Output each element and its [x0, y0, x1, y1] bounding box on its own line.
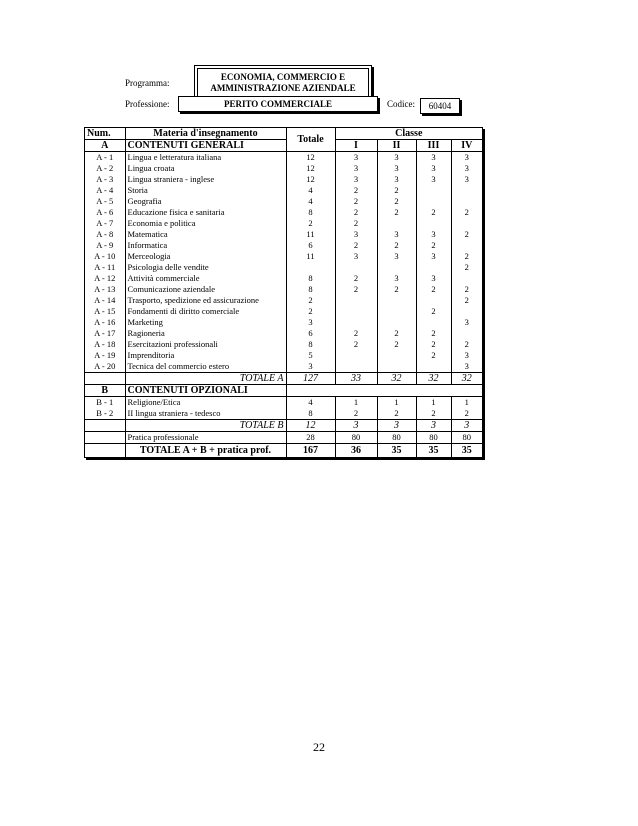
pratica-class-3: 80	[416, 432, 451, 444]
row-num: A - 11	[85, 262, 125, 273]
row-class-2	[377, 350, 416, 361]
row-materia: Religione/Etica	[125, 397, 286, 409]
row-class-4: 3	[464, 163, 469, 173]
row-class-3: 2	[416, 328, 451, 339]
row-class-4: 1	[464, 397, 469, 407]
table-row	[85, 207, 482, 218]
row-totale: 8	[286, 273, 335, 284]
table-row	[85, 295, 482, 306]
row-class-1: 3	[335, 163, 377, 174]
codice-value: 60404	[420, 98, 460, 114]
row-totale: 6	[286, 328, 335, 339]
class-header-4: IV	[461, 140, 473, 151]
row-materia: Informatica	[125, 240, 286, 251]
table-row	[85, 174, 482, 185]
row-totale: 11	[286, 229, 335, 240]
totale-a-class-3: 32	[416, 373, 451, 385]
totale-b-class-3: 3	[416, 420, 451, 432]
empty-cell	[85, 420, 125, 432]
table-row	[85, 152, 482, 164]
table-row	[85, 273, 482, 284]
row-class-1: 2	[335, 207, 377, 218]
row-num: A - 6	[85, 207, 125, 218]
row-class-3: 2	[416, 339, 451, 350]
row-class-2: 2	[377, 185, 416, 196]
row-materia: Attività commerciale	[125, 273, 286, 284]
row-num: A - 3	[85, 174, 125, 185]
row-class-1: 3	[335, 152, 377, 164]
row-class-2: 3	[377, 152, 416, 164]
totale-b-label: TOTALE B	[125, 420, 286, 432]
table-row	[85, 262, 482, 273]
codice-label: Codice:	[387, 99, 415, 109]
totale-ab-row	[85, 444, 482, 457]
row-num: A - 13	[85, 284, 125, 295]
row-class-2: 2	[377, 284, 416, 295]
empty-cell	[85, 432, 125, 444]
row-class-1: 2	[335, 240, 377, 251]
row-class-2	[377, 317, 416, 328]
row-class-3: 2	[416, 306, 451, 317]
totale-ab-class-2: 35	[377, 444, 416, 457]
totale-b-total: 12	[286, 420, 335, 432]
row-totale: 8	[286, 408, 335, 420]
row-class-3: 3	[416, 229, 451, 240]
totale-a-total: 127	[286, 373, 335, 385]
row-totale: 12	[286, 174, 335, 185]
row-num: A - 4	[85, 185, 125, 196]
row-class-2	[377, 218, 416, 229]
row-totale: 11	[286, 251, 335, 262]
row-class-3: 3	[416, 152, 451, 164]
row-class-1: 3	[335, 229, 377, 240]
table-row	[85, 317, 482, 328]
row-class-2: 1	[377, 397, 416, 409]
row-class-2	[377, 262, 416, 273]
table-row	[85, 408, 482, 420]
row-class-2: 3	[377, 229, 416, 240]
row-class-4	[451, 185, 482, 196]
section-a-row	[85, 140, 482, 152]
totale-ab-class-4: 35	[461, 444, 472, 456]
table-row	[85, 397, 482, 409]
row-class-2: 2	[377, 408, 416, 420]
row-class-4: 2	[464, 284, 469, 294]
row-totale: 2	[286, 218, 335, 229]
row-class-4	[451, 218, 482, 229]
totale-a-class-4: 32	[461, 373, 472, 384]
row-num: A - 10	[85, 251, 125, 262]
row-class-4	[451, 196, 482, 207]
table-row	[85, 229, 482, 240]
row-num: B - 2	[85, 408, 125, 420]
row-totale: 6	[286, 240, 335, 251]
row-materia: Economia e politica	[125, 218, 286, 229]
row-class-3	[416, 196, 451, 207]
pratica-row	[85, 432, 482, 444]
row-class-1: 2	[335, 218, 377, 229]
row-class-2: 2	[377, 328, 416, 339]
class-header-1: I	[335, 140, 377, 152]
row-totale: 4	[286, 185, 335, 196]
row-class-3: 2	[416, 284, 451, 295]
row-num: A - 2	[85, 163, 125, 174]
row-materia: Trasporto, spedizione ed assicurazione	[125, 295, 286, 306]
row-class-4: 3	[464, 174, 469, 184]
class-header-3: III	[416, 140, 451, 152]
row-class-1: 2	[335, 273, 377, 284]
row-materia: Educazione fisica e sanitaria	[125, 207, 286, 218]
row-class-3: 2	[416, 350, 451, 361]
row-class-1	[335, 361, 377, 373]
row-materia: Lingua e letteratura italiana	[125, 152, 286, 164]
totale-ab-label: TOTALE A + B + pratica prof.	[125, 444, 286, 457]
row-class-1	[335, 317, 377, 328]
row-materia: Ragioneria	[125, 328, 286, 339]
totale-a-row	[85, 373, 482, 385]
pratica-label: Pratica professionale	[125, 432, 286, 444]
row-class-3: 3	[416, 251, 451, 262]
pratica-total: 28	[286, 432, 335, 444]
empty-cell	[85, 444, 125, 457]
pratica-class-4: 80	[462, 432, 472, 442]
table-row	[85, 284, 482, 295]
row-num: A - 17	[85, 328, 125, 339]
row-materia: Psicologia delle vendite	[125, 262, 286, 273]
row-class-3: 3	[416, 174, 451, 185]
row-materia: Matematica	[125, 229, 286, 240]
row-class-1	[335, 262, 377, 273]
programma-line-1: ECONOMIA, COMMERCIO E	[220, 72, 346, 82]
table-row	[85, 196, 482, 207]
row-num: A - 8	[85, 229, 125, 240]
row-num: A - 19	[85, 350, 125, 361]
section-a-code: A	[85, 140, 125, 152]
totale-b-class-4: 3	[464, 420, 470, 431]
table-row	[85, 328, 482, 339]
row-totale	[286, 262, 335, 273]
row-class-4: 3	[464, 152, 469, 162]
table-row	[85, 251, 482, 262]
totale-b-class-2: 3	[377, 420, 416, 432]
row-materia: Tecnica del commercio estero	[125, 361, 286, 373]
row-class-3	[416, 185, 451, 196]
table-row	[85, 240, 482, 251]
row-class-3	[416, 317, 451, 328]
row-class-1: 2	[335, 339, 377, 350]
row-num: A - 9	[85, 240, 125, 251]
row-class-1	[335, 306, 377, 317]
col-classe-header: Classe	[335, 128, 482, 140]
row-materia: Comunicazione aziendale	[125, 284, 286, 295]
row-class-4	[451, 328, 482, 339]
row-materia: Imprenditoria	[125, 350, 286, 361]
row-class-2: 3	[377, 273, 416, 284]
row-materia: Esercitazioni professionali	[125, 339, 286, 350]
pratica-class-2: 80	[377, 432, 416, 444]
row-materia: Merceologia	[125, 251, 286, 262]
row-class-3: 1	[416, 397, 451, 409]
row-class-1	[335, 295, 377, 306]
totale-ab-class-3: 35	[416, 444, 451, 457]
row-class-2: 3	[377, 174, 416, 185]
row-materia: Lingua croata	[125, 163, 286, 174]
row-class-2: 3	[377, 251, 416, 262]
col-num-header: Num.	[85, 128, 125, 140]
row-class-4: 2	[464, 251, 469, 261]
row-class-4	[451, 273, 482, 284]
row-num: A - 15	[85, 306, 125, 317]
row-materia: Geografia	[125, 196, 286, 207]
row-materia: Marketing	[125, 317, 286, 328]
row-num: A - 14	[85, 295, 125, 306]
row-class-3	[416, 295, 451, 306]
row-totale: 3	[286, 361, 335, 373]
row-totale: 8	[286, 284, 335, 295]
programma-line-2: AMMINISTRAZIONE AZIENDALE	[210, 83, 356, 93]
totale-ab-class-1: 36	[335, 444, 377, 457]
row-class-1: 2	[335, 185, 377, 196]
section-b-title: CONTENUTI OPZIONALI	[125, 385, 286, 397]
row-class-3: 3	[416, 273, 451, 284]
row-class-4: 2	[464, 207, 469, 217]
row-class-2: 3	[377, 163, 416, 174]
row-class-2: 2	[377, 196, 416, 207]
row-totale: 2	[286, 306, 335, 317]
pratica-class-1: 80	[335, 432, 377, 444]
row-class-2: 2	[377, 207, 416, 218]
row-class-3: 2	[416, 408, 451, 420]
row-class-1: 1	[335, 397, 377, 409]
table-row	[85, 350, 482, 361]
row-class-2: 2	[377, 240, 416, 251]
row-class-1	[335, 350, 377, 361]
totale-b-class-1: 3	[335, 420, 377, 432]
row-class-1: 2	[335, 196, 377, 207]
table-row	[85, 361, 482, 373]
row-class-4: 3	[464, 361, 469, 371]
row-materia: II lingua straniera - tedesco	[125, 408, 286, 420]
row-totale: 4	[286, 397, 335, 409]
row-num: A - 12	[85, 273, 125, 284]
row-class-4: 2	[464, 295, 469, 305]
table-row	[85, 163, 482, 174]
table-row	[85, 306, 482, 317]
row-totale: 8	[286, 207, 335, 218]
row-totale: 8	[286, 339, 335, 350]
professione-value: PERITO COMMERCIALE	[178, 96, 378, 112]
row-class-4	[451, 240, 482, 251]
section-a-title: CONTENUTI GENERALI	[125, 140, 286, 152]
row-class-1: 2	[335, 408, 377, 420]
header-row-1	[85, 128, 482, 140]
row-class-4	[451, 306, 482, 317]
row-num: A - 7	[85, 218, 125, 229]
row-materia: Fondamenti di diritto comerciale	[125, 306, 286, 317]
row-num: A - 20	[85, 361, 125, 373]
programma-label: Programma:	[125, 78, 170, 88]
row-class-1: 3	[335, 251, 377, 262]
row-totale: 4	[286, 196, 335, 207]
page-number: 22	[313, 740, 325, 754]
totale-b-row	[85, 420, 482, 432]
col-totale-header: Totale	[286, 128, 335, 152]
row-materia: Storia	[125, 185, 286, 196]
row-totale: 12	[286, 152, 335, 164]
empty-cell	[286, 385, 482, 397]
row-class-4: 3	[464, 350, 469, 360]
programma-inner	[197, 68, 369, 98]
row-totale: 5	[286, 350, 335, 361]
row-num: B - 1	[85, 397, 125, 409]
row-class-4: 2	[464, 339, 469, 349]
row-class-3: 3	[416, 163, 451, 174]
row-class-2	[377, 295, 416, 306]
totale-ab-total: 167	[286, 444, 335, 457]
row-class-4: 2	[464, 262, 469, 272]
row-materia: Lingua straniera - inglese	[125, 174, 286, 185]
row-class-4: 2	[464, 408, 469, 418]
row-num: A - 18	[85, 339, 125, 350]
row-class-4: 3	[464, 317, 469, 327]
row-class-2: 2	[377, 339, 416, 350]
table-row	[85, 218, 482, 229]
section-b-code: B	[85, 385, 125, 397]
row-class-1: 3	[335, 174, 377, 185]
class-header-2: II	[377, 140, 416, 152]
row-class-3	[416, 262, 451, 273]
row-totale: 12	[286, 163, 335, 174]
totale-a-class-2: 32	[377, 373, 416, 385]
empty-cell	[85, 373, 125, 385]
row-num: A - 1	[85, 152, 125, 164]
row-class-2	[377, 306, 416, 317]
row-class-3: 2	[416, 240, 451, 251]
totale-a-label: TOTALE A	[125, 373, 286, 385]
section-b-row	[85, 385, 482, 397]
table-row	[85, 185, 482, 196]
row-class-4: 2	[464, 229, 469, 239]
row-num: A - 16	[85, 317, 125, 328]
row-totale: 3	[286, 317, 335, 328]
professione-label: Professione:	[125, 99, 170, 109]
totale-a-class-1: 33	[335, 373, 377, 385]
row-class-3: 2	[416, 207, 451, 218]
table-row	[85, 339, 482, 350]
row-class-1: 2	[335, 328, 377, 339]
col-materia-header: Materia d'insegnamento	[125, 128, 286, 140]
row-num: A - 5	[85, 196, 125, 207]
row-class-3	[416, 361, 451, 373]
curriculum-table	[85, 128, 482, 457]
row-class-2	[377, 361, 416, 373]
row-totale: 2	[286, 295, 335, 306]
row-class-3	[416, 218, 451, 229]
row-class-1: 2	[335, 284, 377, 295]
